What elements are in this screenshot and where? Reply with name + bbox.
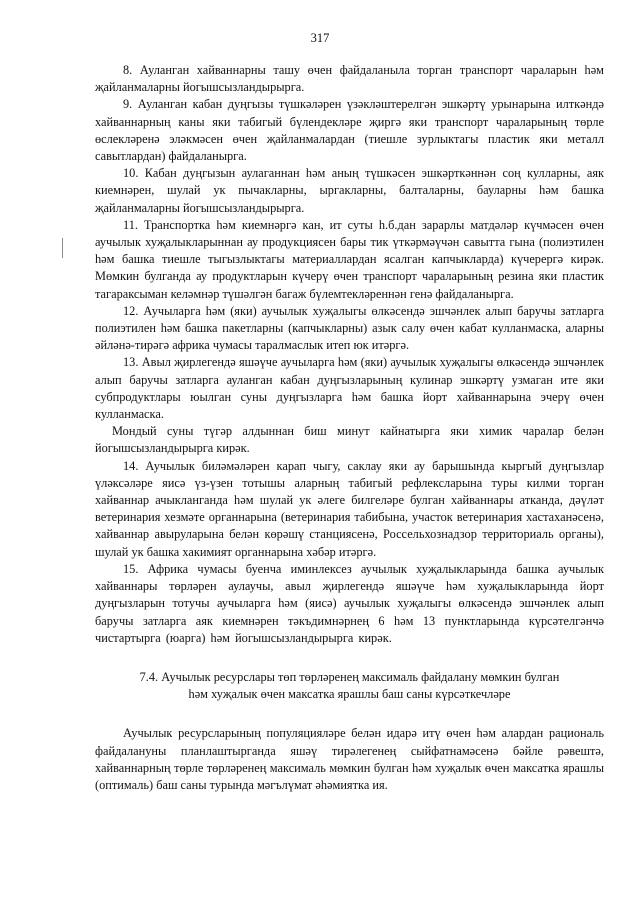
section-intro-paragraph: Аучылык ресурсларының популяцияләре белән идарә итү өчен һәм алардан рациональ файдалануны планлаштырганда яшәү тирәлегенең сыйфатнамәсенә бәйле рәвештә, хайваннарның төрле төрләренең максималь мөмкин булган һәм хуҗалык өчен максатка ярашлы (оптималь) баш саны турында мәгълүмат әһәмиятка ия.: [95, 726, 604, 792]
paragraph-12: 12. Аучыларга һәм (яки) аучылык хуҗалыгы өлкәсендә эшчәнлек алып баручы затларга полиэтилен һәм башка пакетларны (капчыкларны) азык салу өчен кабат кулланмаска, аларны әйләнә-тирәгә африка чумасы таралмаслык итеп юк итәргә.: [95, 303, 604, 353]
section-title-line-2: һәм хуҗалык өчен максатка ярашлы баш саны күрсәткечләре: [188, 687, 511, 702]
paragraph-9: 9. Ауланган кабан дуңгызы түшкәләрен үзәкләштерелгән эшкәртү урынарына илткәндә хайваннарның каны яки табигый бүлендекләре җиргә яки транспорт чараларының төрле өслекләренә эләкмәсен өчен җайланмалардан (тиешле зурлыктагы пластик яки металл савытлардан) файдаланырга.: [95, 97, 604, 164]
margin-mark: [62, 238, 63, 258]
document-body: [95, 62, 604, 794]
paragraph-8: 8. Ауланган хайваннарны ташу өчен файдаланыла торган транспорт чараларын һәм җайланмаларны йогышсызландырырга.: [95, 63, 604, 95]
paragraph-10: 10. Кабан дуңгызын аулаганнан һәм аның түшкәсен эшкәрткәннән соң кулларны, аяк киемнәрен, шулай ук пычакларны, ыргакларны, балталарны, бауларны һәм башка җайланмаларны йогышсызландырырга.: [95, 166, 604, 215]
paragraph-15: 15. Африка чумасы буенча иминлексез аучылык хуҗалыкларында башка аучылык хайваннары төрләрен аулаучы, авыл җирлегендә яшәүче һәм хуҗалыкларында йорт дуңгызларын тотучы аучыларга һәм (яисә) аучылык хуҗалыгы өлкәсендә эшчәнлек алып баручы затларга аяк киемнәрен тәкъдимнәрнең 6 һәм 13 пунктларында күрсәтелгәнчә чистартырга (юарга) һәм йогышсызландырырга кирәк.: [95, 561, 604, 645]
page-number: 317: [310, 31, 330, 45]
paragraph-13: 13. Авыл җирлегендә яшәүче аучыларга һәм (яки) аучылык хуҗалыгы өлкәсендә эшчәнлек алып баручы затларга ауланган кабан дуңгызларының кулинар эшкәртү узмаган ите яки субпродуктлары юылган суны дуңгызларга һәм башка йорт хайваннарына эчерү өчен кулланмаска.: [95, 355, 604, 422]
paragraph-13-note: Мондый суны түгәр алдыннан биш минут кайнатырга яки химик чаралар белән йогышсызландырырга кирәк.: [95, 424, 604, 456]
section-title-line-1: 7.4. Аучылык ресурслары төп төрләренең максималь файдалану мөмкин булган: [139, 669, 560, 684]
paragraph-11: 11. Транспортка һәм киемнәргә кан, ит суты һ.б.дан зарарлы матдәләр күчмәсен өчен аучылык хуҗалыкларыннан ау продукциясен бары тик үткәрмәүчән савытта гына (полиэтилен һәм башка тиешле тыгызлыктагы материаллардан ясалган капчыкларда) күчерергә кирәк. Мөмкин булганда ау продуктларын күчерү өчен транспорт чараларының резина яки пластик тагараксыман келәмнәр түшәлгән багаж бүлемтекләреннән генә файдаланырга.: [95, 217, 604, 301]
section-title: [95, 669, 604, 703]
paragraph-14: 14. Аучылык биләмәләрен карап чыгу, саклау яки ау барышында кыргый дуңгызлар үләксәләре яисә үз-үзен тотышы аларның табигый рефлексларына туры килми торган хайваннар ачыкланганда һәм шулай ук әлеге билгеләре булган хайваннары атканда, дәүләт ветеринария хезмәте органнарына (ветеринария табибына, участок ветеринария хастаханәсенә, хайваннар авыруларына белән көрәшү станциясенә, Россельхознадзор территориаль органы), шулай ук башка хакимият органнарына хәбәр итәргә.: [95, 458, 604, 559]
